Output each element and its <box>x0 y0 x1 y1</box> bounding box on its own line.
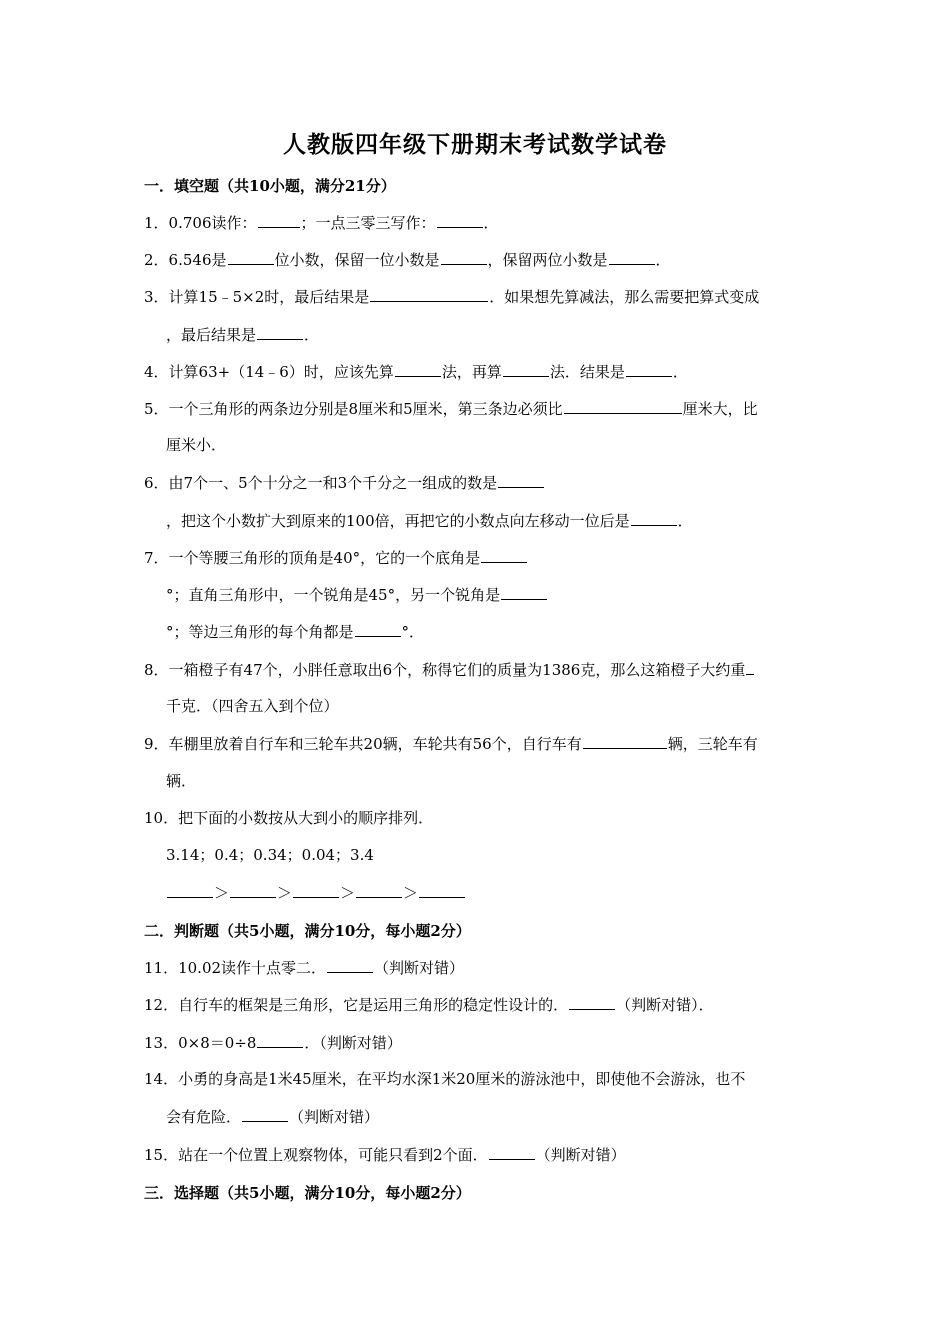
answer-blank <box>481 547 527 563</box>
answer-blank <box>370 286 488 302</box>
answer-blank <box>569 994 615 1010</box>
answer-blank <box>257 324 303 340</box>
question-7: 7．一个等腰三角形的顶角是40°，它的一个底角是 <box>144 547 528 568</box>
question-5-cont: 厘米小． <box>166 436 227 454</box>
question-13: 13．0×8＝0÷8 ．（判断对错） <box>144 1034 402 1052</box>
question-1: 1．0.706读作： ；一点三零三写作： ． <box>144 214 499 232</box>
question-14: 14．小勇的身高是1米45厘米，在平均水深1米20厘米的游泳池中，即使他不会游泳，也不 <box>144 1070 746 1088</box>
answer-blank <box>258 212 300 228</box>
answer-blank <box>746 659 754 675</box>
question-2: 2．6.546是 位小数，保留一位小数是 ，保留两位小数是 ． <box>144 251 671 269</box>
answer-blank <box>626 361 672 377</box>
section-heading-fill-in: 一．填空题（共10小题，满分21分） <box>144 177 396 195</box>
answer-blank <box>327 957 373 973</box>
section-heading-multiple-choice: 三．选择题（共5小题，满分10分，每小题2分） <box>144 1184 471 1202</box>
answer-blank <box>395 361 441 377</box>
answer-blank <box>583 733 667 749</box>
answer-blank <box>257 1032 303 1048</box>
answer-blank <box>228 249 274 265</box>
question-6: 6．由7个一、5个十分之一和3个千分之一组成的数是 <box>144 472 545 493</box>
page-title: 人教版四年级下册期末考试数学试卷 <box>283 131 667 158</box>
answer-blank <box>230 882 276 898</box>
question-8: 8．一箱橙子有47个，小胖任意取出6个，称得它们的质量为1386克，那么这箱橙子大约重 <box>144 659 755 680</box>
question-9-cont: 辆． <box>166 772 197 790</box>
answer-blank <box>498 472 544 488</box>
answer-blank <box>293 882 339 898</box>
answer-blank <box>489 1144 535 1160</box>
answer-blank <box>355 621 401 637</box>
answer-blank <box>242 1106 288 1122</box>
question-11: 11．10.02读作十点零二． （判断对错） <box>144 959 465 977</box>
question-7-cont2: °；等边三角形的每个角都是 °． <box>166 623 425 641</box>
question-14-cont: 会有危险． （判断对错） <box>166 1108 380 1126</box>
question-9: 9．车棚里放着自行车和三轮车共20辆，车轮共有56个，自行车有 辆，三轮车有 <box>144 735 758 753</box>
question-10: 10．把下面的小数按从大到小的顺序排列． <box>144 809 434 827</box>
question-10-order: ＞ ＞ ＞ ＞ <box>166 882 466 903</box>
question-12: 12．自行车的框架是三角形，它是运用三角形的稳定性设计的． （判断对错）． <box>144 996 714 1014</box>
answer-blank <box>419 882 465 898</box>
question-5: 5．一个三角形的两条边分别是8厘米和5厘米，第三条边必须比 厘米大，比 <box>144 400 758 418</box>
question-15: 15．站在一个位置上观察物体，可能只看到2个面． （判断对错） <box>144 1146 626 1164</box>
section-heading-true-false: 二．判断题（共5小题，满分10分，每小题2分） <box>144 922 471 940</box>
answer-blank <box>441 249 487 265</box>
answer-blank <box>167 882 213 898</box>
question-8-cont: 千克．（四舍五入到个位） <box>166 697 339 715</box>
answer-blank <box>356 882 402 898</box>
question-4: 4．计算63+（14﹣6）时，应该先算 法，再算 法．结果是 ． <box>144 363 688 381</box>
question-6-cont: ，把这个小数扩大到原来的100倍，再把它的小数点向左移动一位后是 ． <box>166 512 693 530</box>
answer-blank <box>564 398 682 414</box>
answer-blank <box>609 249 655 265</box>
answer-blank <box>501 584 547 600</box>
question-10-numbers: 3.14；0.4；0.34；0.04；3.4 <box>166 846 374 864</box>
question-3: 3．计算15﹣5×2时，最后结果是 ．如果想先算减法，那么需要把算式变成 <box>144 288 760 306</box>
question-3-cont: ，最后结果是 ． <box>166 326 320 344</box>
answer-blank <box>631 510 677 526</box>
answer-blank <box>437 212 483 228</box>
question-7-cont: °；直角三角形中，一个锐角是45°，另一个锐角是 <box>166 584 548 605</box>
answer-blank <box>503 361 549 377</box>
